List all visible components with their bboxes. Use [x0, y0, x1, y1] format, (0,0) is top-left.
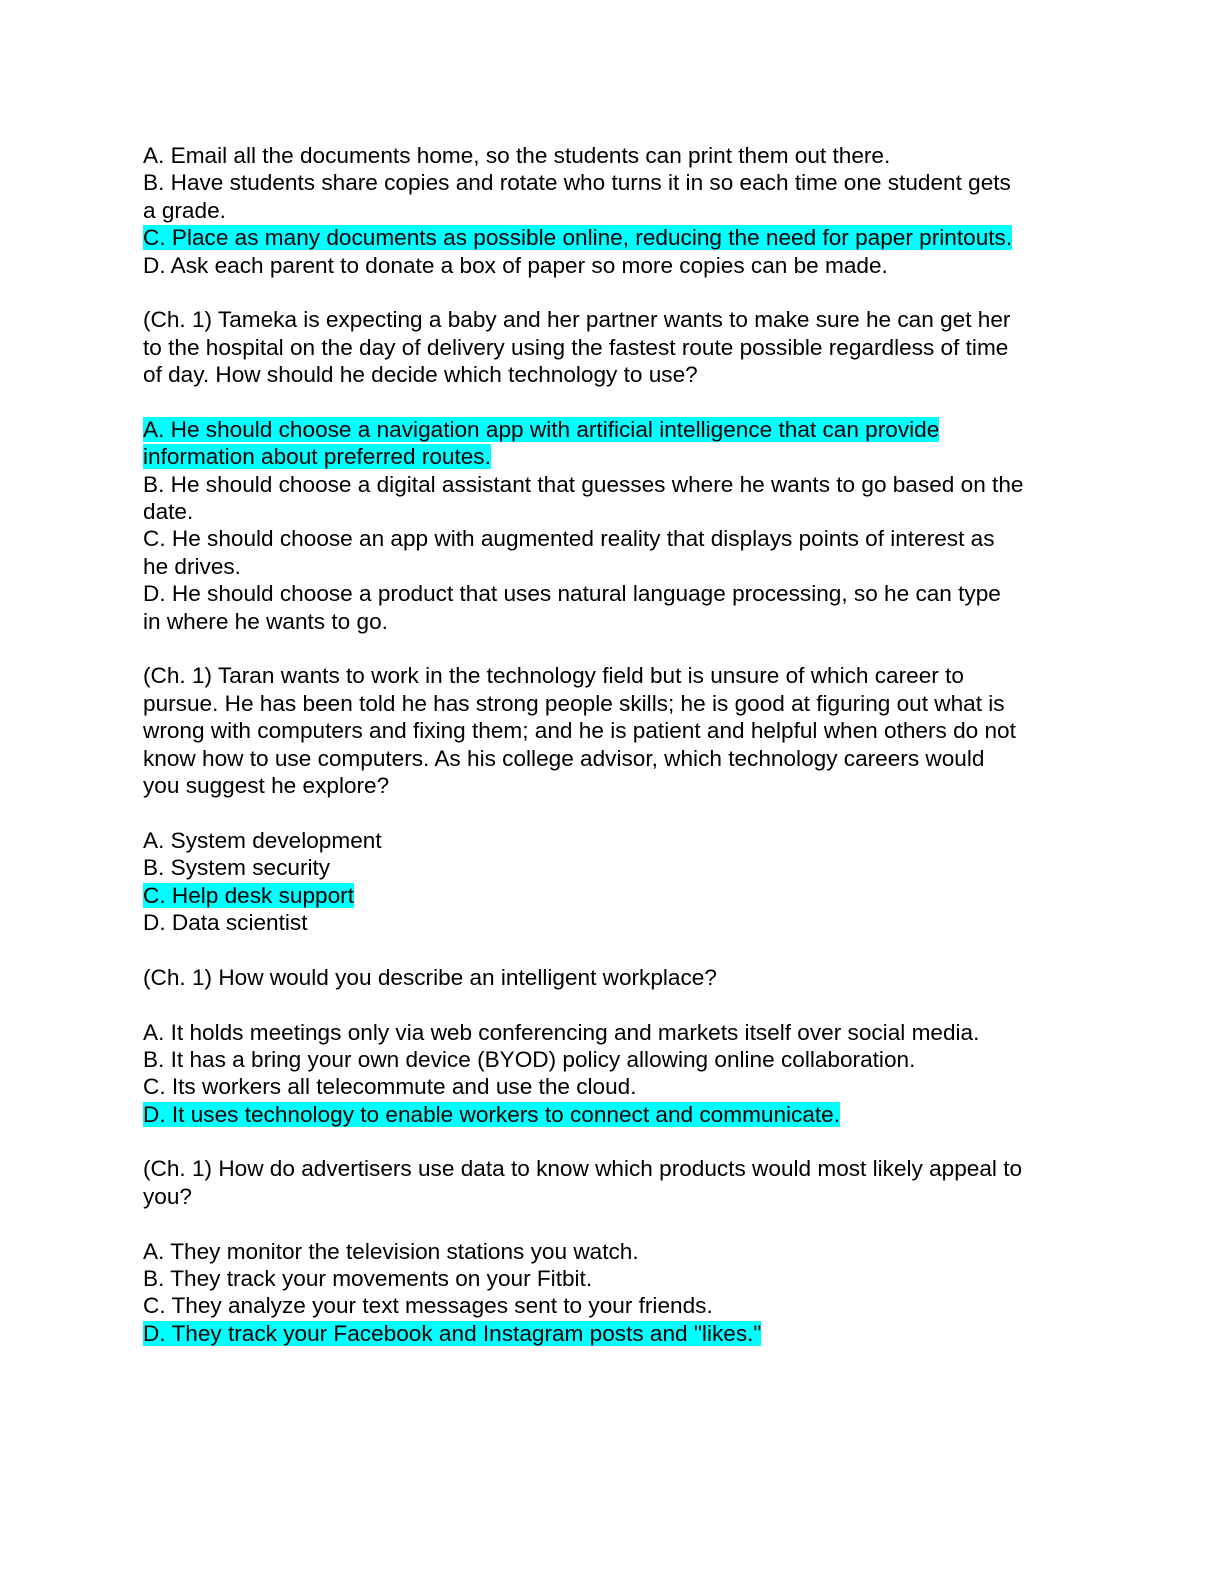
answer-option-a: A. Email all the documents home, so the students can print them out there.	[143, 143, 891, 168]
question-prompt-cont: of day. How should he decide which technology to use?	[143, 362, 698, 388]
answer-option-d: D. He should choose a product that uses natural language processing, so he can type	[143, 581, 1001, 607]
highlighted-answer: C. Place as many documents as possible online, reducing the need for paper printouts.	[143, 225, 1013, 251]
question-block-2	[143, 662, 1083, 936]
question-block-4	[143, 1155, 1083, 1347]
question-prompt-cont: know how to use computers. As his college advisor, which technology careers would	[143, 745, 985, 771]
answer-option-b-cont: date.	[143, 499, 194, 525]
question-prompt-cont: to the hospital on the day of delivery using the fastest route possible regardless of time	[143, 334, 1009, 360]
answer-option-b-cont: a grade.	[143, 197, 226, 223]
question-prompt-cont: wrong with computers and fixing them; and he is patient and helpful when others do not	[143, 718, 1016, 744]
highlighted-answer: D. It uses technology to enable workers to connect and communicate.	[143, 1101, 841, 1127]
question-prompt-cont: you suggest he explore?	[143, 772, 390, 798]
question-prompt-cont: you?	[143, 1183, 192, 1209]
answer-option-c-cont: he drives.	[143, 553, 241, 579]
answer-option-b: B. He should choose a digital assistant that guesses where he wants to go based on the	[143, 471, 1024, 497]
spacer	[143, 635, 1083, 662]
answer-option-c-correct	[143, 882, 1083, 909]
spacer	[143, 389, 1083, 416]
question-block-3	[143, 964, 1083, 1128]
document-page	[143, 142, 1083, 1347]
question-block-1	[143, 306, 1083, 635]
answer-option-d: D. Data scientist	[143, 909, 308, 935]
answer-option-b: B. It has a bring your own device (BYOD) policy allowing online collaboration.	[143, 1046, 916, 1072]
question-prompt-cont: pursue. He has been told he has strong people skills; he is good at figuring out what is	[143, 690, 1005, 716]
question-prompt: (Ch. 1) Taran wants to work in the technology field but is unsure of which career to	[143, 663, 964, 689]
answer-option-b: B. Have students share copies and rotate who turns it in so each time one student gets	[143, 170, 1011, 196]
answer-option-c-correct	[143, 224, 1083, 251]
answer-option-a: A. System development	[143, 827, 382, 853]
question-prompt: (Ch. 1) Tameka is expecting a baby and her partner wants to make sure he can get her	[143, 307, 1011, 333]
spacer	[143, 799, 1083, 826]
highlighted-answer: D. They track your Facebook and Instagram posts and "likes."	[143, 1320, 762, 1346]
answer-option-d-correct	[143, 1320, 1083, 1347]
highlighted-answer: A. He should choose a navigation app with artificial intelligence that can provide	[143, 416, 940, 442]
highlighted-answer: C. Help desk support	[143, 882, 354, 908]
answer-option-d-cont: in where he wants to go.	[143, 608, 388, 634]
question-block-0	[143, 142, 1083, 279]
spacer	[143, 991, 1083, 1018]
answer-option-c: C. Its workers all telecommute and use the cloud.	[143, 1074, 637, 1100]
answer-option-a-correct	[143, 416, 1083, 443]
spacer	[143, 936, 1083, 963]
highlighted-answer: information about preferred routes.	[143, 444, 491, 470]
question-prompt: (Ch. 1) How would you describe an intelligent workplace?	[143, 964, 717, 990]
answer-option-d-correct	[143, 1101, 1083, 1128]
answer-option-a: A. It holds meetings only via web conferencing and markets itself over social media.	[143, 1019, 980, 1045]
answer-option-b: B. They track your movements on your Fitbit.	[143, 1266, 593, 1292]
answer-option-a: A. They monitor the television stations you watch.	[143, 1238, 639, 1264]
answer-option-c: C. He should choose an app with augmented reality that displays points of interest as	[143, 526, 995, 552]
answer-option-d: D. Ask each parent to donate a box of paper so more copies can be made.	[143, 252, 888, 278]
answer-option-b: B. System security	[143, 855, 331, 881]
question-prompt: (Ch. 1) How do advertisers use data to know which products would most likely appeal to	[143, 1156, 1023, 1182]
spacer	[143, 279, 1083, 306]
spacer	[143, 1210, 1083, 1237]
answer-option-c: C. They analyze your text messages sent to your friends.	[143, 1293, 713, 1319]
spacer	[143, 1128, 1083, 1155]
answer-option-a-cont	[143, 443, 1083, 470]
